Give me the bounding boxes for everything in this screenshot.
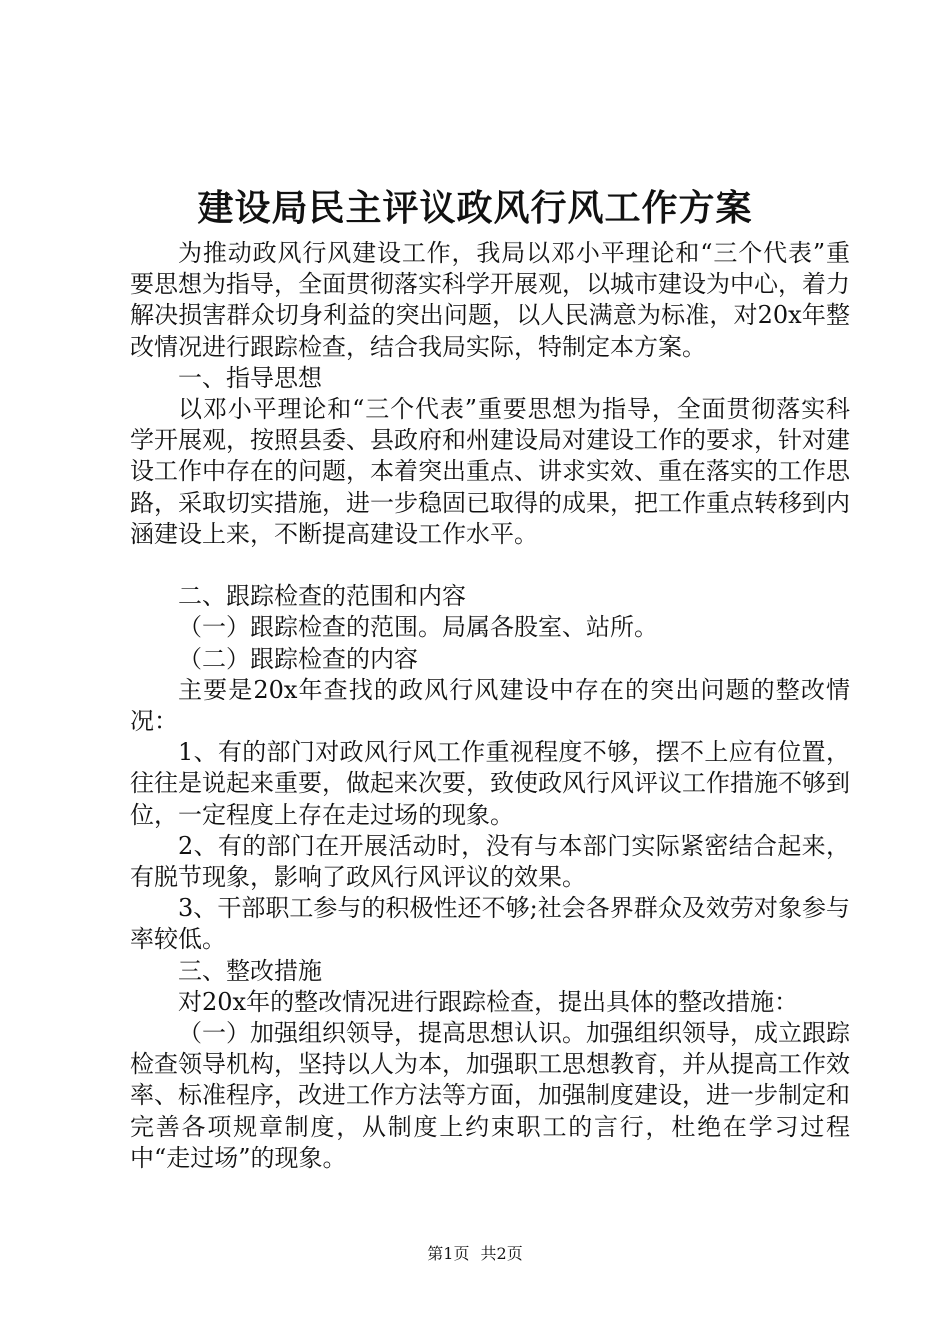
document-body bbox=[130, 238, 850, 1174]
measures-intro-paragraph: 对20x年的整改情况进行跟踪检查，提出具体的整改措施： bbox=[178, 987, 799, 1016]
intro-paragraph: 为推动政风行风建设工作，我局以邓小平理论和“三个代表”重要思想为指导，全面贯彻落实科学开展观，以城市建设为中心，着力解决损害群众切身利益的突出问题，以人民满意为标准，对20x年整改情况进行跟踪检查，结合我局实际，特制定本方案。 bbox=[130, 239, 850, 361]
section-heading-scope-content: 二、跟踪检查的范围和内容 bbox=[178, 582, 466, 611]
section-heading-measures: 三、整改措施 bbox=[178, 956, 322, 985]
paragraph-spacer bbox=[130, 550, 850, 581]
measure-item-1: （一）加强组织领导，提高思想认识。加强组织领导，成立跟踪检查领导机构，坚持以人为本，加强职工思想教育，并从提高工作效率、标准程序，改进工作方法等方面，加强制度建设，进一步制定和完善各项规章制度，从制度上约束职工的言行，杜绝在学习过程中“走过场”的现象。 bbox=[130, 1019, 850, 1172]
content-intro-paragraph: 主要是20x年查找的政风行风建设中存在的突出问题的整改情况： bbox=[130, 675, 850, 736]
document-title: 建设局民主评议政风行风工作方案 bbox=[197, 187, 753, 229]
issue-item-2: 2、有的部门在开展活动时，没有与本部门实际紧密结合起来，有脱节现象，影响了政风行风评议的效果。 bbox=[130, 831, 850, 892]
page-total: 共2页 bbox=[480, 1244, 523, 1263]
page-footer bbox=[0, 1242, 950, 1266]
page-number: 第1页 bbox=[427, 1244, 470, 1263]
issue-item-1: 1、有的部门对政风行风工作重视程度不够，摆不上应有位置，往往是说起来重要，做起来次要，致使政风行风评议工作措施不够到位，一定程度上存在走过场的现象。 bbox=[130, 738, 850, 829]
scope-item: （一）跟踪检查的范围。局属各股室、站所。 bbox=[178, 613, 658, 642]
section-heading-guiding-ideology: 一、指导思想 bbox=[178, 363, 322, 392]
issue-item-3: 3、干部职工参与的积极性还不够;社会各界群众及效劳对象参与率较低。 bbox=[130, 894, 850, 954]
content-subheading: （二）跟踪检查的内容 bbox=[178, 644, 418, 673]
guiding-ideology-paragraph: 以邓小平理论和“三个代表”重要思想为指导，全面贯彻落实科学开展观，按照县委、县政府和州建设局对建设工作的要求，针对建设工作中存在的问题，本着突出重点、讲求实效、重在落实的工作思路，采取切实措施，进一步稳固已取得的成果，把工作重点转移到内涵建设上来，不断提高建设工作水平。 bbox=[130, 395, 850, 548]
